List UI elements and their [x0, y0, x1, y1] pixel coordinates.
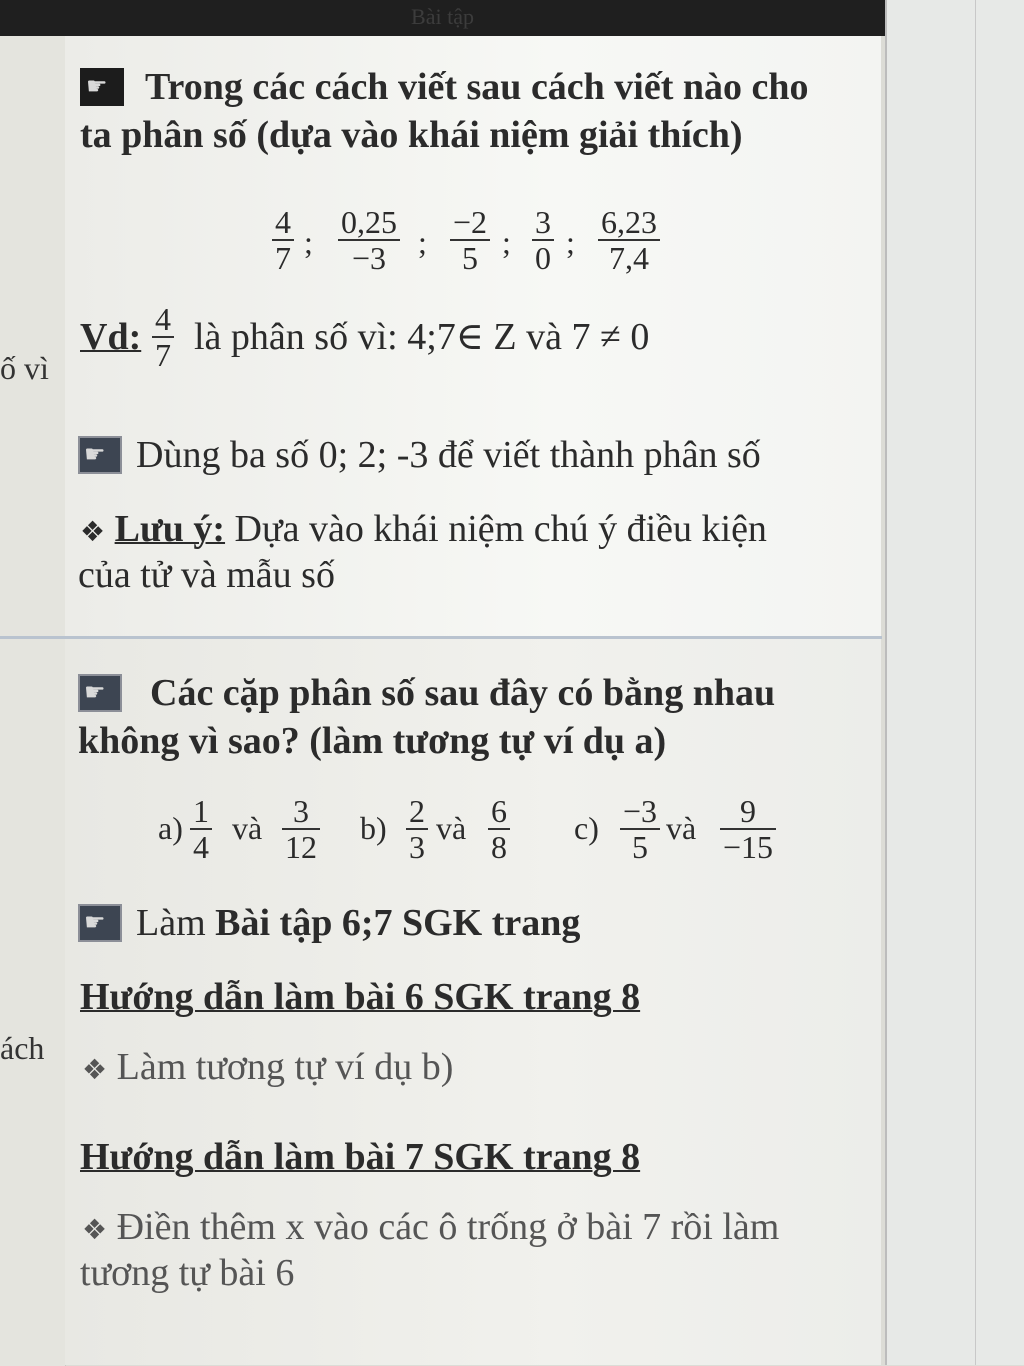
example-fraction: $\frac{4}{7}$: [152, 302, 174, 372]
diamond-bullet-icon: ❖: [82, 1213, 108, 1246]
pair-c-fraction-1: $\frac{-3}{5}$: [620, 794, 660, 864]
pair-a-and: và: [232, 810, 263, 846]
fraction-1: $\frac{4}{7}$: [272, 205, 294, 275]
example-label: Vd:: [80, 316, 142, 358]
separator: ;: [502, 224, 511, 260]
pair-a-fraction-2: $\frac{3}{12}$: [282, 794, 320, 864]
right-pane: [885, 0, 1024, 1365]
homework-line: Làm Bài tập 6;7 SGK trang: [136, 902, 581, 944]
top-bar: [0, 0, 885, 36]
diamond-bullet-icon: ❖: [82, 1053, 108, 1086]
guide-6-title: Hướng dẫn làm bài 6 SGK trang 8: [80, 976, 641, 1018]
question-3-line-2: không vì sao? (làm tương tự ví dụ a): [78, 720, 667, 762]
left-column: [0, 36, 66, 1366]
pair-b-label: b): [360, 810, 387, 846]
fraction-4: $\frac{3}{0}$: [532, 205, 554, 275]
question-1-line-1: Trong các cách viết sau cách viết nào cho: [145, 66, 809, 108]
pair-a-label: a): [158, 810, 183, 846]
question-2: Dùng ba số 0; 2; -3 để viết thành phân số: [136, 434, 761, 476]
left-fragment-2: ách: [0, 1030, 45, 1066]
fraction-5: $\frac{6,23}{7,4}$: [598, 205, 660, 275]
right-divider: [975, 0, 976, 1365]
question-3-line-1: Các cặp phân số sau đây có bằng nhau: [150, 672, 776, 714]
diamond-bullet-icon: ❖: [80, 515, 106, 548]
pair-b-fraction-1: $\frac{2}{3}$: [406, 794, 428, 864]
fraction-3: $\frac{-2}{5}$: [450, 205, 490, 275]
pointing-hand-icon: ☛: [80, 68, 124, 106]
pair-c-and: và: [666, 810, 697, 846]
pointing-hand-icon: ☛: [78, 904, 122, 942]
pair-c-fraction-2: $\frac{9}{-15}$: [720, 794, 776, 864]
note-text: Dựa vào khái niệm chú ý điều kiện: [234, 508, 767, 550]
example-text: là phân số vì: 4;7∈ Z và 7 ≠ 0: [194, 316, 650, 358]
pair-b-fraction-2: $\frac{6}{8}$: [488, 794, 510, 864]
pair-c-label: c): [574, 810, 599, 846]
separator: ;: [418, 224, 427, 260]
header-title: Bài tập: [411, 4, 474, 29]
pair-a-fraction-1: $\frac{1}{4}$: [190, 794, 212, 864]
fraction-2: $\frac{0,25}{-3}$: [338, 205, 400, 275]
note-line-1: [80, 506, 767, 555]
guide-6-text: ❖ Làm tương tự ví dụ b): [82, 1046, 454, 1088]
separator: ;: [566, 224, 575, 260]
left-fragment-1: ố vì: [0, 350, 49, 386]
note-line-2: của tử và mẫu số: [78, 554, 335, 596]
separator: ;: [304, 224, 313, 260]
guide-7-title: Hướng dẫn làm bài 7 SGK trang 8: [80, 1136, 641, 1178]
pointing-hand-icon: ☛: [78, 674, 122, 712]
note-label: Lưu ý:: [114, 508, 226, 550]
pointing-hand-icon: ☛: [78, 436, 122, 474]
guide-7-line-1: ❖ Điền thêm x vào các ô trống ở bài 7 rồi làm: [82, 1206, 780, 1248]
pair-b-and: và: [436, 810, 467, 846]
guide-7-line-2: tương tự bài 6: [80, 1252, 295, 1294]
question-1-line-2: ta phân số (dựa vào khái niệm giải thích): [80, 114, 743, 156]
